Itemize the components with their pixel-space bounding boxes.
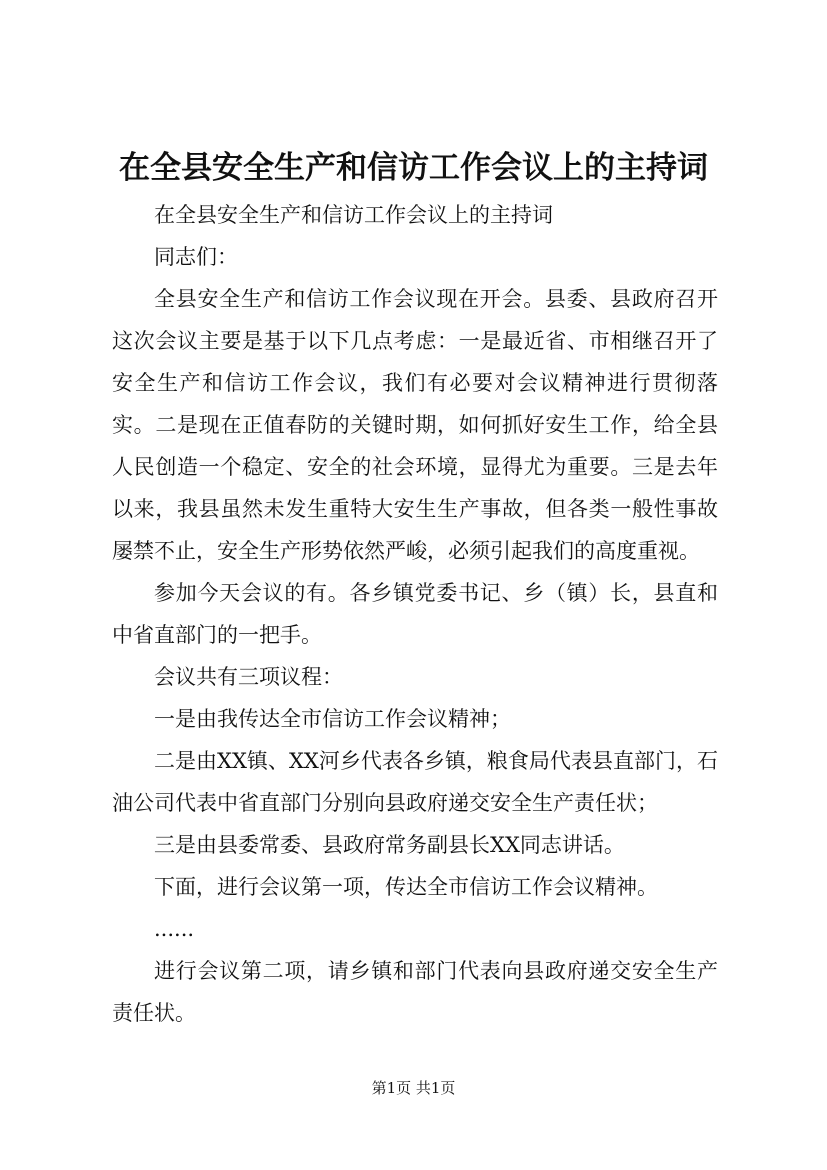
paragraph-subtitle: 在全县安全生产和信访工作会议上的主持词 bbox=[154, 203, 553, 227]
paragraph-opening: 全县安全生产和信访工作会议现在开会。县委、县政府召开这次会议主要是基于以下几点考虑：一是最近省、市相继召开了安全生产和信访工作会议，我们有必要对会议精神进行贯彻落实。二是现在正值春防的关键时期，如何抓好安生工作，给全县人民创造一个稳定、安全的社会环境，显得尤为重要。三是去年以来，我县虽然未发生重特大安生生产事故，但各类一般性事故屡禁不止，安全生产形势依然严峻，必须引起我们的高度重视。 bbox=[112, 287, 718, 563]
document-body bbox=[112, 194, 718, 1034]
paragraph-agenda-item-1: 一是由我传达全市信访工作会议精神； bbox=[154, 707, 511, 731]
paragraph-attendees: 参加今天会议的有。各乡镇党委书记、乡（镇）长，县直和中省直部门的一把手。 bbox=[112, 581, 718, 647]
paragraph-greeting: 同志们： bbox=[154, 245, 238, 269]
paragraph-agenda-item-3: 三是由县委常委、县政府常务副县长XX同志讲话。 bbox=[154, 833, 625, 857]
paragraph-agenda-item-2: 二是由XX镇、XX河乡代表各乡镇，粮食局代表县直部门，石油公司代表中省直部门分别向县政府递交安全生产责任状； bbox=[112, 749, 718, 815]
paragraph-agenda-intro: 会议共有三项议程： bbox=[154, 665, 343, 689]
paragraph-second-item: 进行会议第二项，请乡镇和部门代表向县政府递交安全生产责任状。 bbox=[112, 959, 718, 1025]
paragraph-first-item: 下面，进行会议第一项，传达全市信访工作会议精神。 bbox=[154, 875, 658, 899]
page-footer: 第1页 共1页 bbox=[371, 1079, 456, 1097]
paragraph-ellipsis: ...... bbox=[154, 917, 195, 941]
document-title: 在全县安全生产和信访工作会议上的主持词 bbox=[119, 150, 708, 186]
